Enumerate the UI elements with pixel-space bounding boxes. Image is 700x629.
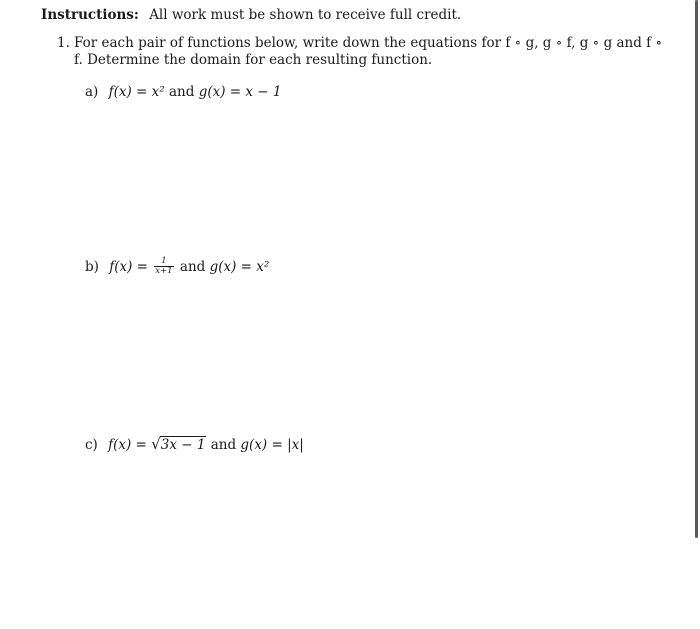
part-b-fraction-numerator: 1 xyxy=(154,257,173,267)
part-c-and: and xyxy=(210,437,237,453)
problem-statement: For each pair of functions below, write down the equations for f ∘ g, g ∘ f, g ∘ g and f ∘ f. Determine the domain for each resulting function. xyxy=(74,35,663,68)
part-c-g: g(x) = |x| xyxy=(240,437,304,453)
instructions-line xyxy=(41,6,461,24)
part-c-f-lhs: f(x) = xyxy=(108,437,147,453)
vertical-scrollbar[interactable] xyxy=(695,0,698,538)
part-a-g: g(x) = x − 1 xyxy=(198,84,282,100)
part-a-and: and xyxy=(169,84,195,100)
part-b-g: g(x) = x² xyxy=(209,259,270,275)
problem-1 xyxy=(57,35,667,69)
part-c-label: c) xyxy=(85,437,98,453)
part-b-label: b) xyxy=(85,259,99,275)
part-c-sqrt xyxy=(151,435,206,454)
part-b-and: and xyxy=(179,259,206,275)
part-a xyxy=(85,83,281,101)
problem-number: 1. xyxy=(57,35,70,51)
instructions-text: All work must be shown to receive full credit. xyxy=(149,7,462,23)
part-b xyxy=(85,258,269,277)
part-a-f: f(x) = x² xyxy=(108,84,165,100)
part-c xyxy=(85,435,304,454)
part-a-label: a) xyxy=(85,84,99,100)
part-b-fraction-denominator: x+1 xyxy=(155,266,173,276)
part-c-radicand: 3x − 1 xyxy=(160,437,206,453)
radical-sign-icon: √ xyxy=(151,435,161,453)
part-b-f-lhs: f(x) = xyxy=(109,259,148,275)
instructions-label: Instructions: xyxy=(41,7,139,23)
part-b-fraction xyxy=(154,257,173,276)
